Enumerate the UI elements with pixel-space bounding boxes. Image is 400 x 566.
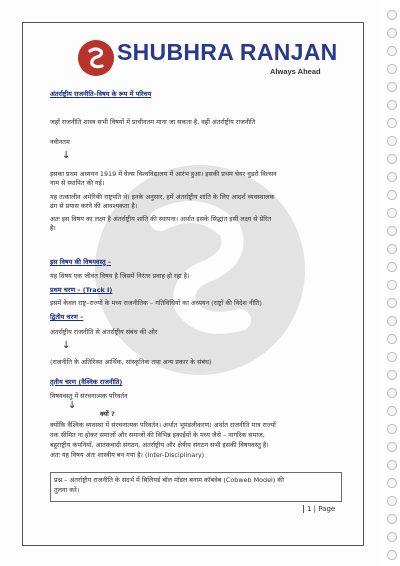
text-line: क्यों ? [100,410,115,418]
text-line: यह विषय एक जीवंत विषय है जिसमें निरंतर प्रवाह हो रहा है। [50,272,190,280]
section-heading: द्वितीय चरण – [50,313,84,321]
section-heading: तृतीय चरण (वैश्विक राजनीति) [50,378,123,386]
text-line: है। [50,224,56,232]
page-number: 1 | Page [303,505,335,513]
text-line: यह तत्कालीन अमेरिकी राष्ट्रपति थे। इनके अनुसार, हमें अंतर्राष्ट्रीय शांति के लिए आदर्श व्यवस्थालक [50,193,275,201]
text-line: इसमें केवल राष्ट्र–राज्यों के मध्य राजनीतिक – गतिविधियों का अध्ययन (राष्ट्रों की विदेश नीति) [50,299,262,307]
text-line: विषयवस्तु में संरचनात्मक परिवर्तन [50,392,128,400]
text-line: नवीनतम [50,138,70,146]
text-line: क्योंकि वैश्विक व्यवस्था में संरचनात्मक परिवर्तन। अर्थात भूमंडलीकरण। अर्थात राजनीति मात्र राज्यों [50,421,276,429]
section-heading: इस विषय की विषयवस्तु – [50,258,112,266]
text-line: तक सीमित ना होकर समाजों और समाजों की विभिन्न इकाईयों के मध्य जैसे – नागरिक समाज, [50,431,265,439]
brand-name: SHUBHRA RANJAN [117,39,338,65]
text-line: ढंग से प्रयास करने की आवश्यकता है। [50,202,138,210]
text-line: (राजनीति के अतिरिक्त आर्थिक, सांस्कृतिक तथा अन्य प्रकार के संबंध) [50,358,212,366]
brand-logo-icon [78,40,114,76]
down-arrow-icon: ↓ [62,340,71,351]
spiral-binding [382,0,400,566]
text-line: अतः यह विषय अंतः शास्त्रीय बन गया है। (Inter-Disciplinary) [50,451,205,459]
text-line: इसका प्रथम अध्ययन 1919 में वेल्स विश्वविद्यालय में आरंभ हुआ। इसकी प्रथम चेयर वुडरो विल्सन [50,170,277,178]
question-line: तुलना करें। [54,486,80,494]
text-line: बहुराष्ट्रीय कंपनियाँ, आतंकवादी संगठन, अंतर्राष्ट्रीय और क्षेत्रीय संगठन सभी इसकी विषयवस्तु है। [50,441,269,449]
page-title: अंतर्राष्ट्रीय राजनीति–विषय के रूप में परिचय [50,90,152,98]
text-line: नाम से स्थापित की गई। [50,179,105,187]
text-line: अतः इस विषय का लक्ष्य है अंतर्राष्ट्रीय शांति की स्थापना। अर्थात इसके सिद्धांत इसी लक्ष्य से प्रेरित [50,215,272,223]
brand-tagline: Always Ahead [270,67,321,76]
text-line: जहाँ राजनीति शास्त्र सभी विषयों में प्राचीनतम माना जा सकता है, वहीं अंतर्राष्ट्रीय राजनीति [50,118,256,126]
down-arrow-icon: ↓ [68,400,77,411]
question-line: प्रश्न – अंतर्राष्ट्रीय राजनीति के संदर्भ में बिलियर्ड बॉल मॉडल बनाम कॉबवेब (Cobweb Model) की [54,476,284,484]
text-line: अंतर्राष्ट्रीय राजनीति से अंतर्राष्ट्रीय संबंध की ओर [50,328,158,336]
section-heading: प्रथम चरण – (Track I) [50,286,113,294]
down-arrow-icon: ↓ [62,150,71,161]
